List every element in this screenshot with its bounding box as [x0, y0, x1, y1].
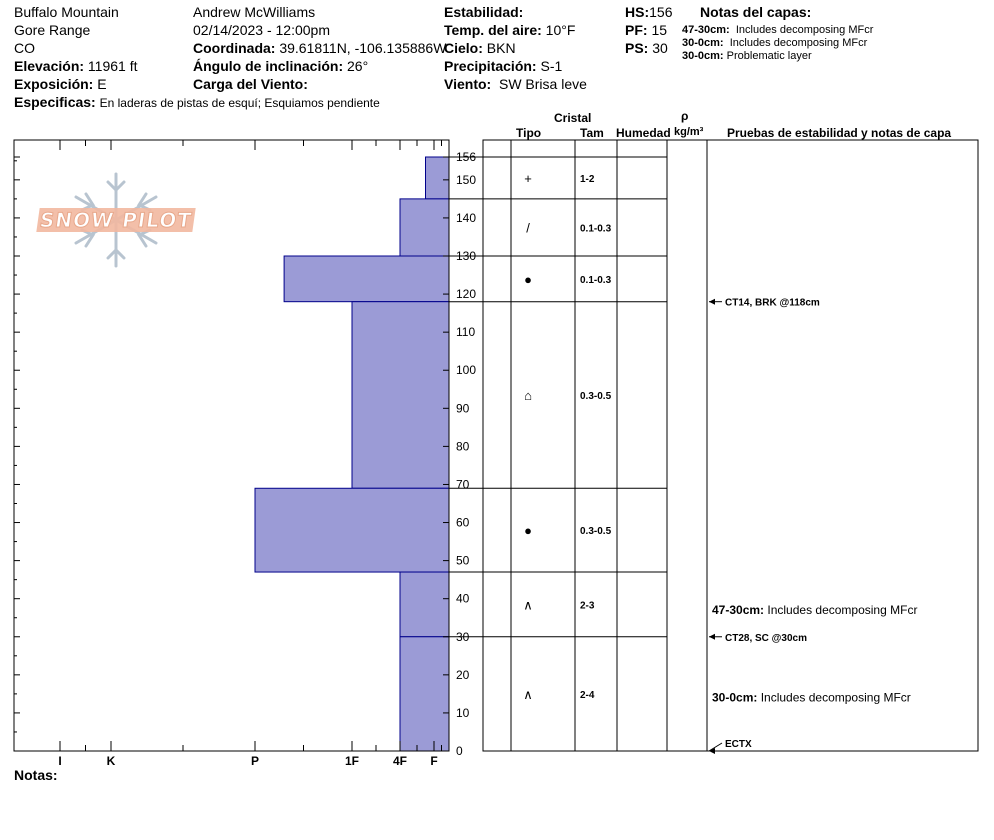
hardness-tick-label: 4F	[392, 754, 408, 768]
grain-type-symbol: ⌂	[524, 387, 532, 403]
hardness-bar	[426, 157, 450, 199]
tests-heading: Pruebas de estabilidad y notas de capa	[727, 126, 952, 140]
height-tick-label: 20	[456, 667, 470, 682]
layer-note-text: Includes decomposing MFcr	[735, 24, 874, 36]
layer-note-annotation: 30-0cm: Includes decomposing MFcr	[712, 690, 911, 705]
test-arrow-head	[709, 299, 715, 305]
ps-value: 30	[652, 40, 668, 56]
height-tick-label: 110	[456, 325, 476, 340]
stability-test-label: CT28, SC @30cm	[725, 632, 808, 644]
datetime: 02/14/2023 - 12:00pm	[193, 22, 330, 38]
sky-label: Cielo:	[444, 40, 483, 56]
hardness-tick-label: K	[106, 754, 116, 768]
height-tick-label: 80	[456, 439, 470, 454]
stability-test-label: CT14, BRK @118cm	[725, 297, 820, 309]
pf-value: 15	[651, 22, 668, 38]
hardness-tick-label: F	[430, 754, 438, 768]
wind-label: Viento:	[444, 76, 492, 92]
coord-value: 39.61811N, -106.135886W	[279, 40, 447, 56]
hs-value: 156	[649, 4, 673, 20]
grain-type-symbol: ●	[524, 271, 532, 287]
layer-notes-title: Notas del capas:	[700, 4, 812, 20]
hardness-bar	[400, 572, 449, 637]
height-tick-label: 60	[456, 515, 470, 530]
aspect-label: Exposición:	[14, 76, 94, 92]
state: CO	[14, 40, 35, 56]
precip-value: S-1	[540, 58, 563, 74]
height-tick-label: 120	[456, 287, 477, 302]
stability-label: Estabilidad:	[444, 4, 524, 20]
grain-size-label: 1-2	[580, 173, 595, 185]
air-temp-label: Temp. del aire:	[444, 22, 542, 38]
hardness-bar	[284, 256, 449, 302]
height-tick-label: 140	[456, 210, 477, 225]
height-tick-label: 150	[456, 172, 477, 187]
crystal-heading: Cristal	[554, 111, 592, 125]
layer-table-frame	[483, 140, 978, 751]
sky-value: BKN	[486, 40, 516, 56]
logo-text: SNOW PILOT	[36, 208, 195, 232]
rho-heading: ρ	[681, 109, 689, 123]
elevation-label: Elevación:	[14, 58, 85, 74]
density-unit: kg/m³	[674, 126, 704, 138]
wind-load-label: Carga del Viento:	[193, 76, 308, 92]
layer-note-range: 47-30cm:	[682, 24, 730, 36]
specifics-value: En laderas de pistas de esquí; Esquiamos pendiente	[99, 96, 380, 110]
grain-type-symbol: ∧	[523, 686, 533, 702]
test-arrow-head	[709, 634, 715, 640]
air-temp-value: 10°F	[545, 22, 576, 38]
height-tick-label: 0	[456, 744, 463, 758]
grain-type-symbol: ●	[524, 523, 532, 539]
hardness-tick-label: 1F	[344, 754, 360, 768]
grain-size-label: 0.3-0.5	[580, 390, 612, 402]
grain-type-symbol: ∧	[523, 597, 533, 613]
layer-note-text: Includes decomposing MFcr	[729, 37, 868, 49]
height-tick-label: 30	[456, 629, 470, 644]
specifics-label: Especificas:	[14, 94, 96, 110]
height-tick-label: 156	[456, 150, 477, 164]
slope-label: Ángulo de inclinación:	[193, 58, 344, 74]
precip-label: Precipitación:	[444, 58, 537, 74]
hardness-bar	[400, 637, 449, 751]
height-tick-label: 100	[456, 363, 477, 378]
hardness-bar	[400, 199, 449, 256]
stability-test-label: ECTX	[725, 739, 752, 750]
test-arrow-line	[709, 743, 722, 751]
height-tick-label: 10	[456, 705, 470, 720]
height-tick-label: 50	[456, 553, 470, 568]
wind-value: SW Brisa leve	[498, 76, 587, 92]
type-heading: Tipo	[516, 126, 542, 140]
grain-size-label: 0.1-0.3	[580, 274, 612, 286]
grain-size-label: 0.3-0.5	[580, 526, 612, 538]
aspect-value: E	[97, 76, 107, 92]
hardness-bar	[352, 302, 449, 489]
hardness-tick-label: I	[58, 754, 62, 768]
size-heading: Tam	[580, 126, 604, 140]
height-tick-label: 70	[456, 477, 470, 492]
coord-label: Coordinada:	[193, 40, 276, 56]
grain-size-label: 0.1-0.3	[580, 223, 612, 235]
height-tick-label: 90	[456, 401, 470, 416]
observer: Andrew McWilliams	[193, 4, 316, 20]
hardness-bar	[255, 488, 449, 572]
layer-note-annotation: 47-30cm: Includes decomposing MFcr	[712, 603, 918, 618]
layer-note-range: 30-0cm:	[682, 37, 724, 49]
grain-size-label: 2-3	[580, 600, 595, 612]
grain-type-symbol: /	[526, 220, 530, 236]
grain-size-label: 2-4	[580, 689, 595, 701]
location: Buffalo Mountain	[14, 4, 119, 20]
layer-note-text: Problematic layer	[726, 50, 812, 62]
range: Gore Range	[14, 22, 91, 38]
height-tick-label: 40	[456, 591, 470, 606]
height-tick-label: 130	[456, 249, 477, 263]
moisture-heading: Humedad	[616, 126, 671, 140]
ps-label: PS:	[625, 40, 649, 56]
grain-type-symbol: +	[524, 170, 532, 186]
layer-note-range: 30-0cm:	[682, 50, 724, 62]
pf-label: PF:	[625, 22, 648, 38]
slope-value: 26°	[347, 58, 369, 74]
elevation-value: 11961 ft	[87, 58, 138, 74]
hardness-tick-label: P	[250, 754, 260, 768]
hs-label: HS:	[625, 4, 650, 20]
notes-label: Notas:	[14, 767, 58, 783]
